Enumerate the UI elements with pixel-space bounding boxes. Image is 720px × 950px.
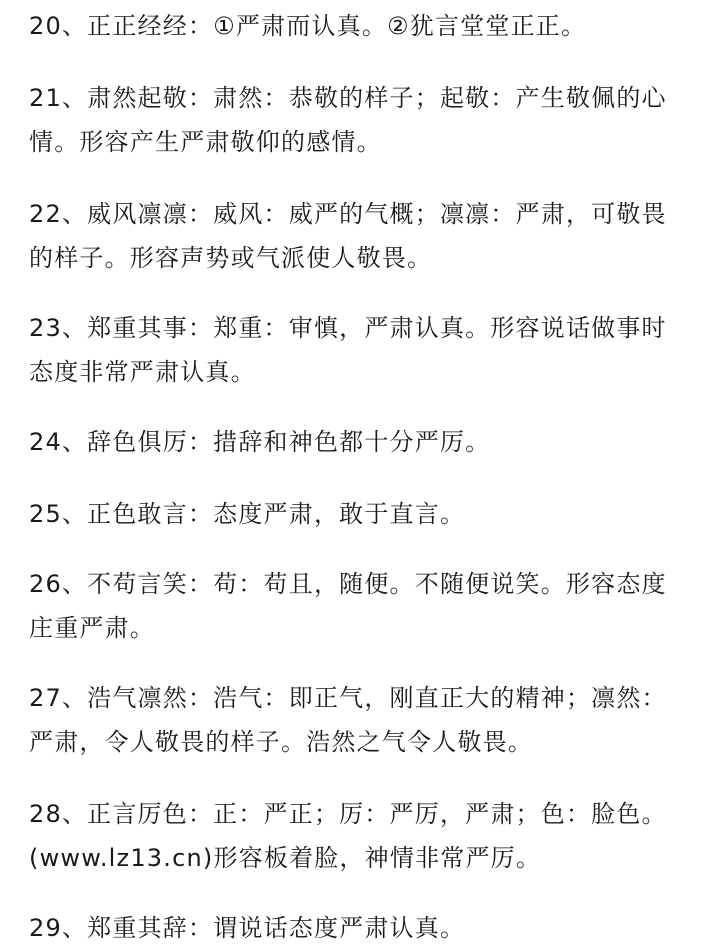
entry-24: 24、辞色俱厉：措辞和神色都十分严厉。 (29, 428, 491, 456)
entry-20: 20、正正经经：①严肃而认真。②犹言堂堂正正。 (29, 12, 587, 40)
entry-27: 27、浩气凛然：浩气：即正气，刚直正大的精神；凛然：严肃，令人敬畏的样子。浩然之气令人敬畏。 (29, 684, 667, 756)
entry-25: 25、正色敢言：态度严肃，敢于直言。 (29, 500, 466, 528)
entry-22: 22、威风凛凛：威风：威严的气概；凛凛：严肃，可敬畏的样子。形容声势或气派使人敬畏。 (29, 200, 667, 272)
entry-21: 21、肃然起敬：肃然：恭敬的样子；起敬：产生敬佩的心情。形容产生严肃敬仰的感情。 (29, 84, 667, 156)
entry-28: 28、正言厉色：正：严正；厉：严厉，严肃；色：脸色。(www.lz13.cn)形容板着脸，神情非常严厉。 (29, 800, 667, 872)
entry-23: 23、郑重其事：郑重：审慎，严肃认真。形容说话做事时态度非常严肃认真。 (29, 314, 667, 386)
entry-26: 26、不苟言笑：苟：苟且，随便。不随便说笑。形容态度庄重严肃。 (29, 570, 667, 642)
entry-29: 29、郑重其辞：谓说话态度严肃认真。 (29, 914, 466, 942)
